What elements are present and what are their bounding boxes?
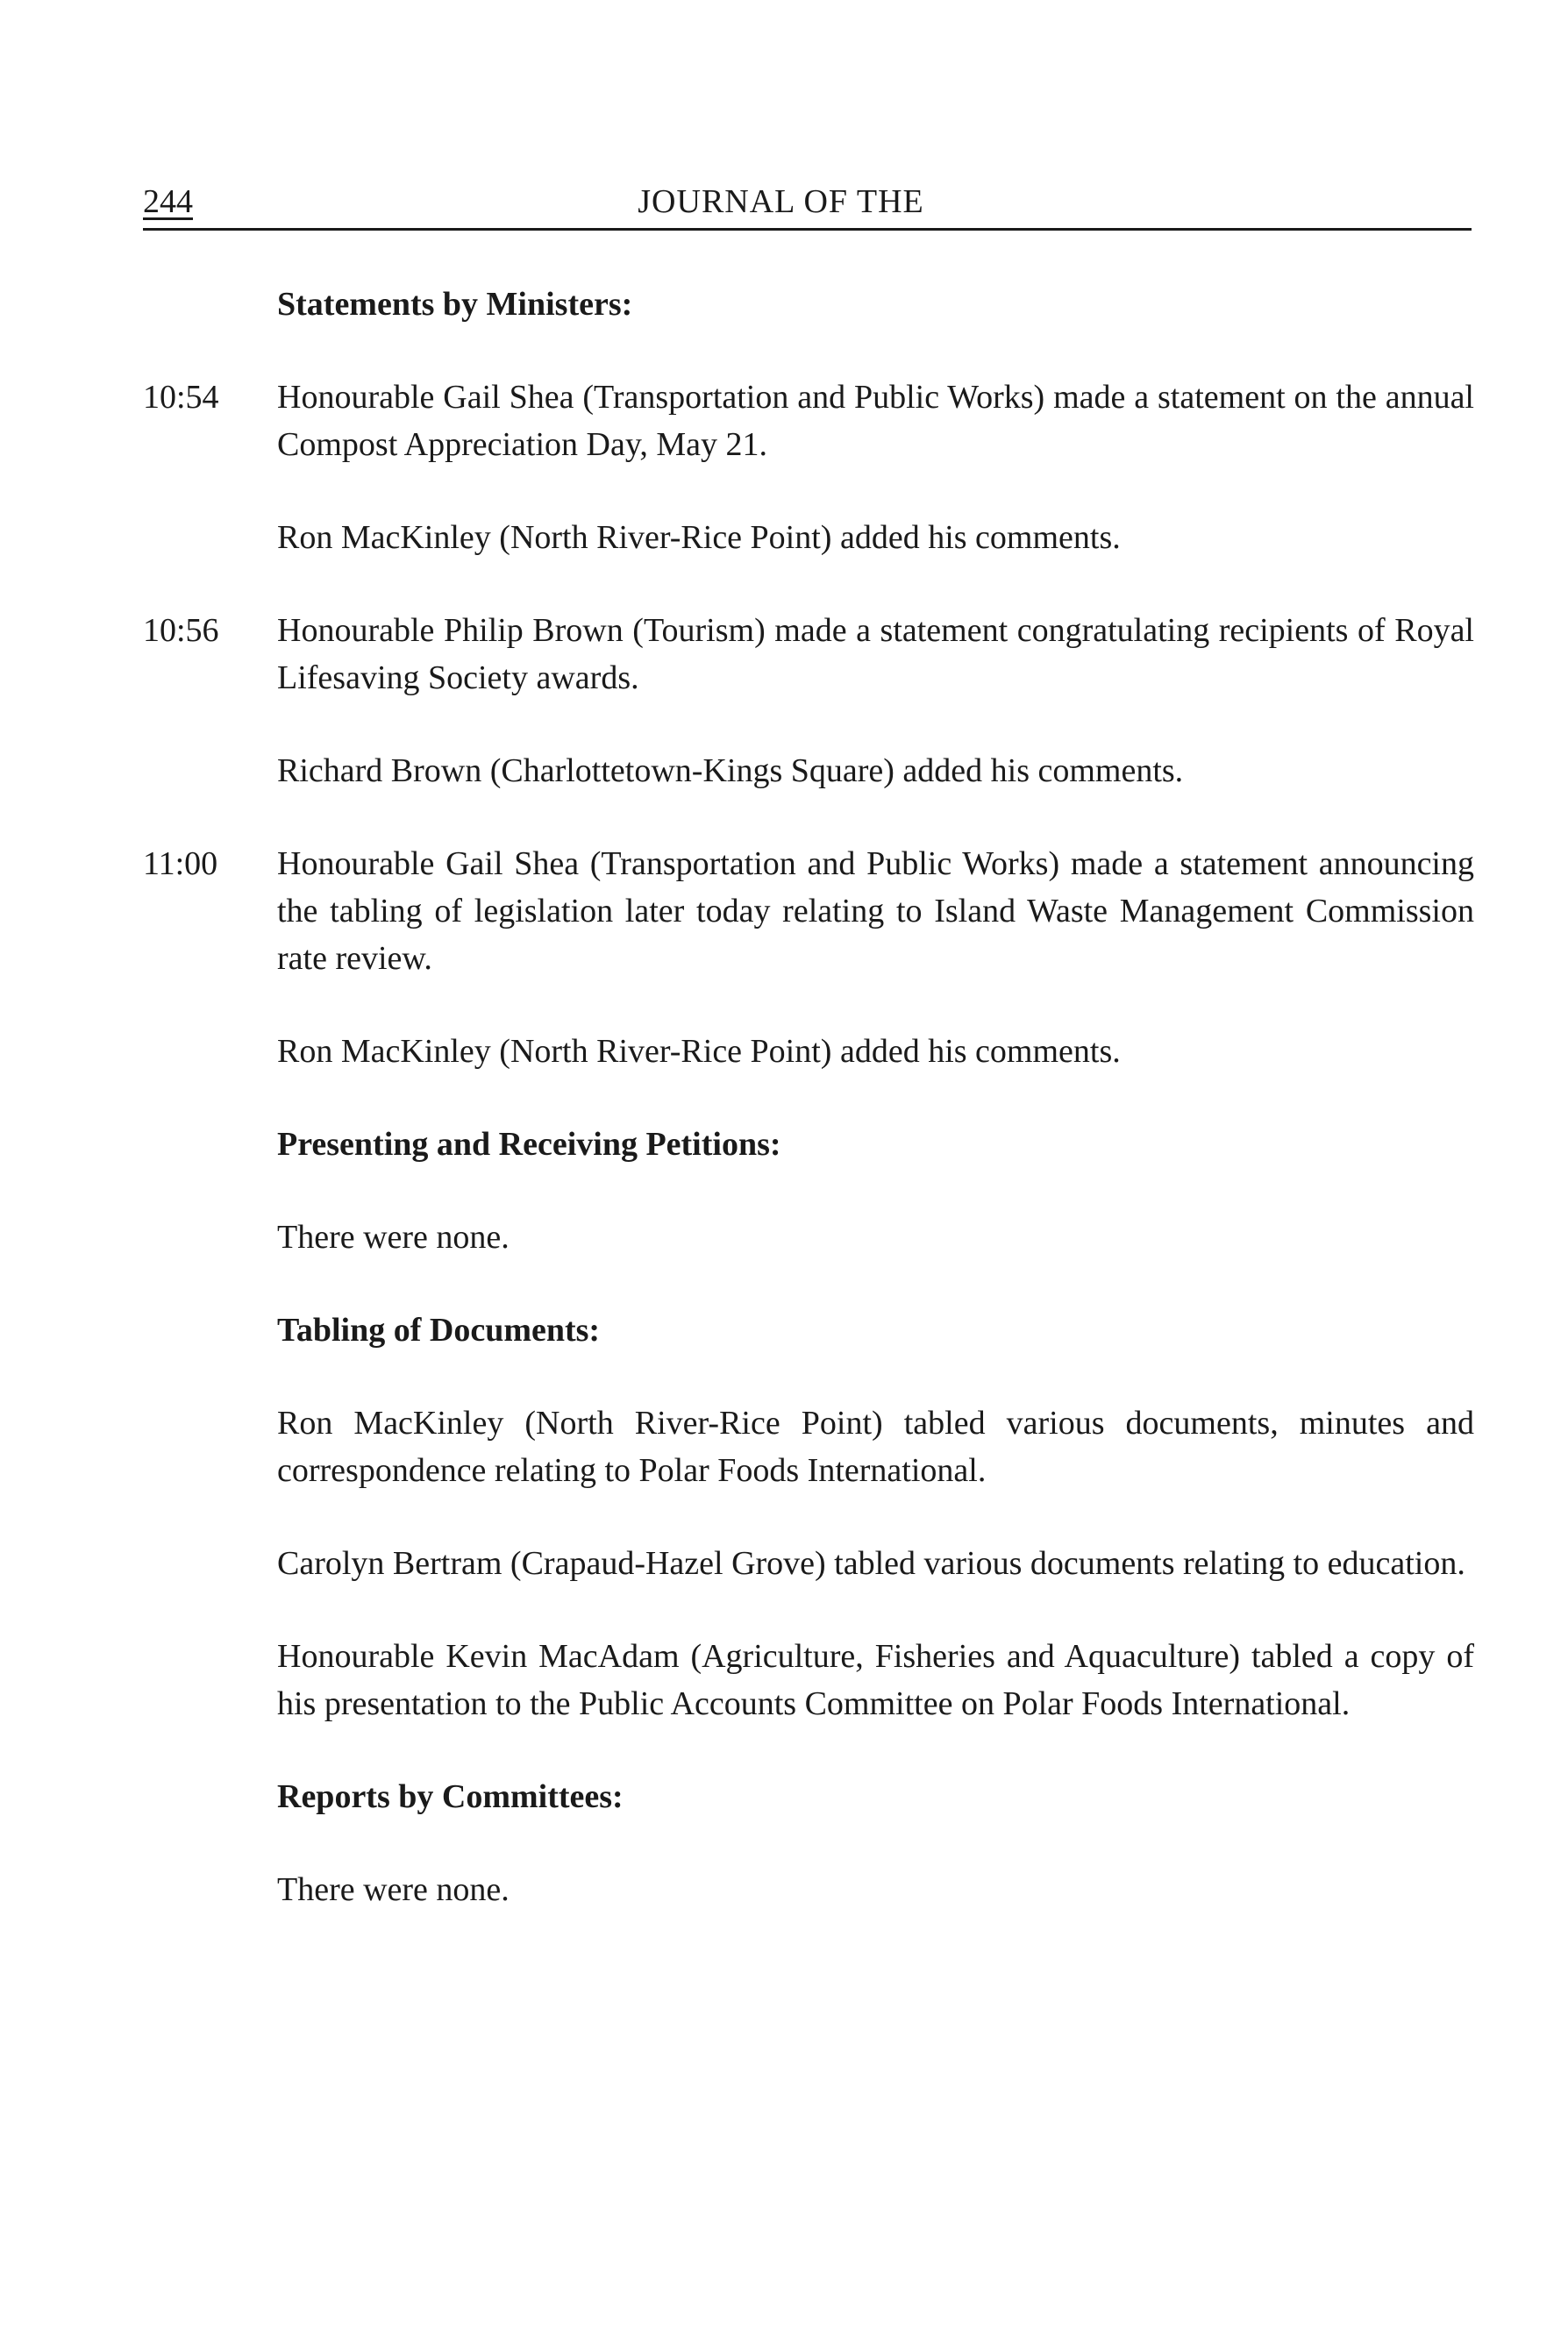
statement-entry [143, 374, 1472, 468]
entry-text: Honourable Philip Brown (Tourism) made a statement congratulating recipients of Royal Lifesaving Society awards. [277, 612, 1474, 696]
entry-time: 10:56 [143, 612, 219, 649]
section-heading-tabling: Tabling of Documents: [277, 1312, 601, 1349]
entry-text: Ron MacKinley (North River-Rice Point) added his comments. [277, 1033, 1121, 1070]
header-rule [143, 228, 1472, 231]
tabling-entry: Carolyn Bertram (Crapaud-Hazel Grove) tabled various documents relating to education. [277, 1545, 1465, 1582]
tabling-entry: Honourable Kevin MacAdam (Agriculture, Fisheries and Aquaculture) tabled a copy of his presentation to the Public Accounts Committee on Polar Foods International. [277, 1638, 1474, 1722]
section-heading-petitions: Presenting and Receiving Petitions: [277, 1126, 781, 1163]
section-heading-statements: Statements by Ministers: [277, 286, 633, 323]
entry-time: 10:54 [143, 379, 219, 416]
running-head: JOURNAL OF THE [638, 183, 924, 220]
statement-entry [143, 1028, 1472, 1075]
entry-text: Richard Brown (Charlottetown-Kings Square) added his comments. [277, 752, 1184, 789]
page-header [143, 180, 1472, 231]
petitions-text: There were none. [277, 1219, 510, 1256]
section-heading-committees: Reports by Committees: [277, 1778, 624, 1815]
statement-entry [143, 607, 1472, 702]
tabling-entry: Ron MacKinley (North River-Rice Point) tabled various documents, minutes and correspondence relating to Polar Foods International. [277, 1405, 1474, 1489]
entry-text: Honourable Gail Shea (Transportation and Public Works) made a statement announcing the tabling of legislation later today relating to Island Waste Management Commission rate review. [277, 845, 1474, 977]
entry-text: Honourable Gail Shea (Transportation and Public Works) made a statement on the annual Compost Appreciation Day, May 21. [277, 379, 1474, 463]
page-number: 244 [143, 183, 193, 220]
journal-body [143, 281, 1472, 1913]
statement-entry [143, 514, 1472, 561]
committees-text: There were none. [277, 1871, 510, 1908]
entry-text: Ron MacKinley (North River-Rice Point) added his comments. [277, 519, 1121, 556]
statement-entry [143, 840, 1472, 982]
statement-entry [143, 747, 1472, 794]
entry-time: 11:00 [143, 845, 218, 882]
